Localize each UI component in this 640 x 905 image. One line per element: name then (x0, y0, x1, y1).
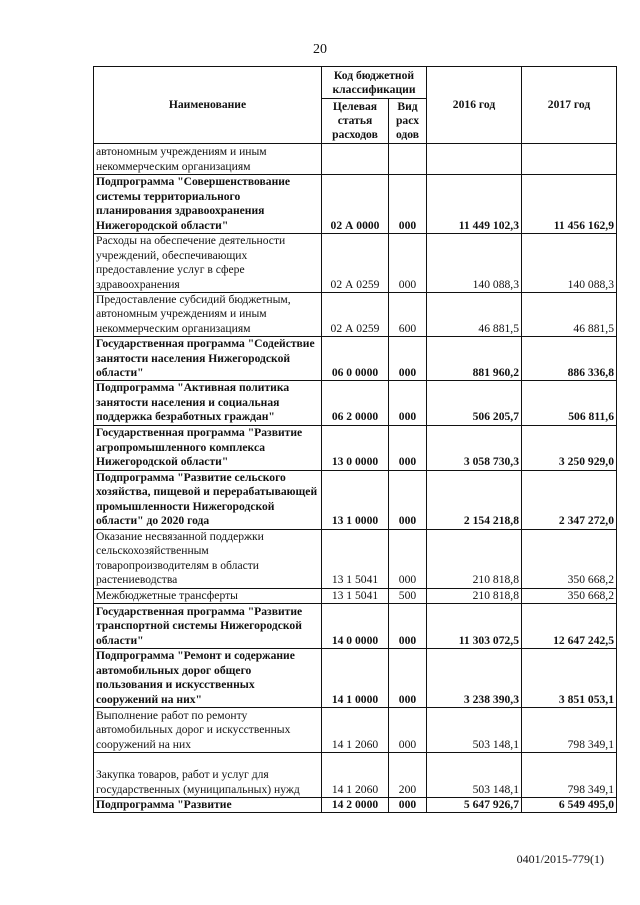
row-name: Государственная программа "Развитие агропромышленного комплекса Нижегородской области" (94, 425, 322, 470)
row-amount-2016: 46 881,5 (427, 293, 522, 337)
table-body (94, 144, 617, 813)
row-target-article: 06 0 0000 (322, 337, 389, 381)
header-expense-type: Вид расх одов (389, 99, 427, 144)
row-amount-2016: 11 449 102,3 (427, 175, 522, 234)
row-target-article: 02 А 0259 (322, 293, 389, 337)
row-target-article: 13 1 0000 (322, 470, 389, 529)
row-amount-2016 (427, 144, 522, 175)
row-amount-2016: 506 205,7 (427, 381, 522, 425)
table-row (94, 798, 617, 813)
row-name: Оказание несвязанной поддержки сельскохозяйственным товаропроизводителям в области растениеводства (94, 529, 322, 588)
table-row (94, 529, 617, 588)
header-2016: 2016 год (427, 67, 522, 144)
row-amount-2017: 46 881,5 (522, 293, 617, 337)
row-amount-2016: 3 058 730,3 (427, 425, 522, 470)
table-row (94, 144, 617, 175)
row-expense-type: 600 (389, 293, 427, 337)
row-target-article: 06 2 0000 (322, 381, 389, 425)
table-row (94, 381, 617, 425)
row-expense-type: 000 (389, 234, 427, 293)
row-name: Выполнение работ по ремонту автомобильных дорог и искусственных сооружений на них (94, 708, 322, 753)
row-target-article: 14 1 2060 (322, 753, 389, 798)
row-amount-2017: 3 851 053,1 (522, 649, 617, 708)
row-name: Подпрограмма "Развитие (94, 798, 322, 813)
row-amount-2016: 2 154 218,8 (427, 470, 522, 529)
row-expense-type: 000 (389, 175, 427, 234)
row-target-article: 02 А 0000 (322, 175, 389, 234)
table-row (94, 175, 617, 234)
row-amount-2017: 350 668,2 (522, 588, 617, 603)
row-name: Подпрограмма "Ремонт и содержание автомобильных дорог общего пользования и искусственных сооружений на них" (94, 649, 322, 708)
row-amount-2017: 798 349,1 (522, 753, 617, 798)
header-target-article: Целевая статья расходов (322, 99, 389, 144)
row-amount-2016: 3 238 390,3 (427, 649, 522, 708)
row-target-article: 14 0 0000 (322, 604, 389, 649)
row-expense-type: 000 (389, 337, 427, 381)
row-expense-type: 000 (389, 708, 427, 753)
row-target-article: 02 А 0259 (322, 234, 389, 293)
table-row (94, 425, 617, 470)
row-expense-type: 500 (389, 588, 427, 603)
row-amount-2017: 12 647 242,5 (522, 604, 617, 649)
row-target-article: 13 0 0000 (322, 425, 389, 470)
row-name: Подпрограмма "Активная политика занятости населения и социальная поддержка безработных граждан" (94, 381, 322, 425)
row-amount-2016: 210 818,8 (427, 588, 522, 603)
table-row (94, 470, 617, 529)
row-expense-type: 000 (389, 425, 427, 470)
row-name: Предоставление субсидий бюджетным, автономным учреждениям и иным некоммерческим организациям (94, 293, 322, 337)
row-amount-2017: 6 549 495,0 (522, 798, 617, 813)
table-row (94, 753, 617, 798)
table-row (94, 604, 617, 649)
row-target-article: 14 2 0000 (322, 798, 389, 813)
table-row (94, 708, 617, 753)
header-kbk: Код бюджетной классификации (322, 67, 427, 99)
row-name: Государственная программа "Содействие занятости населения Нижегородской области" (94, 337, 322, 381)
row-target-article: 13 1 5041 (322, 588, 389, 603)
document-number: 0401/2015-779(1) (516, 852, 604, 866)
row-name: Межбюджетные трансферты (94, 588, 322, 603)
row-expense-type: 000 (389, 381, 427, 425)
table-row (94, 293, 617, 337)
row-expense-type: 000 (389, 798, 427, 813)
row-expense-type: 000 (389, 604, 427, 649)
table-row (94, 649, 617, 708)
row-target-article: 14 1 0000 (322, 649, 389, 708)
header-name: Наименование (94, 67, 322, 144)
row-amount-2016: 881 960,2 (427, 337, 522, 381)
row-amount-2017: 2 347 272,0 (522, 470, 617, 529)
row-name: Закупка товаров, работ и услуг для государственных (муниципальных) нужд (94, 753, 322, 798)
row-name: Подпрограмма "Развитие сельского хозяйства, пищевой и перерабатывающей промышленности Нижегородской области" до 2020 года (94, 470, 322, 529)
row-amount-2017: 350 668,2 (522, 529, 617, 588)
row-target-article (322, 144, 389, 175)
row-amount-2017 (522, 144, 617, 175)
row-expense-type: 000 (389, 529, 427, 588)
row-amount-2016: 11 303 072,5 (427, 604, 522, 649)
row-amount-2017: 11 456 162,9 (522, 175, 617, 234)
table-row (94, 588, 617, 603)
header-2017: 2017 год (522, 67, 617, 144)
row-target-article: 13 1 5041 (322, 529, 389, 588)
row-name: Государственная программа "Развитие транспортной системы Нижегородской области" (94, 604, 322, 649)
table-row (94, 337, 617, 381)
row-amount-2017: 3 250 929,0 (522, 425, 617, 470)
row-amount-2017: 506 811,6 (522, 381, 617, 425)
row-amount-2017: 886 336,8 (522, 337, 617, 381)
row-amount-2017: 140 088,3 (522, 234, 617, 293)
row-name: автономным учреждениям и иным некоммерческим организациям (94, 144, 322, 175)
page-number: 20 (313, 42, 327, 57)
row-name: Расходы на обеспечение деятельности учреждений, обеспечивающих предоставление услуг в сфере здравоохранения (94, 234, 322, 293)
row-amount-2016: 5 647 926,7 (427, 798, 522, 813)
row-amount-2016: 140 088,3 (427, 234, 522, 293)
row-expense-type: 000 (389, 470, 427, 529)
budget-table (93, 66, 617, 813)
row-amount-2017: 798 349,1 (522, 708, 617, 753)
row-expense-type (389, 144, 427, 175)
row-amount-2016: 503 148,1 (427, 708, 522, 753)
row-expense-type: 200 (389, 753, 427, 798)
table-header (94, 67, 617, 144)
row-expense-type: 000 (389, 649, 427, 708)
row-target-article: 14 1 2060 (322, 708, 389, 753)
row-name: Подпрограмма "Совершенствование системы территориального планирования здравоохранения Нижегородской области" (94, 175, 322, 234)
table-row (94, 234, 617, 293)
row-amount-2016: 210 818,8 (427, 529, 522, 588)
row-amount-2016: 503 148,1 (427, 753, 522, 798)
